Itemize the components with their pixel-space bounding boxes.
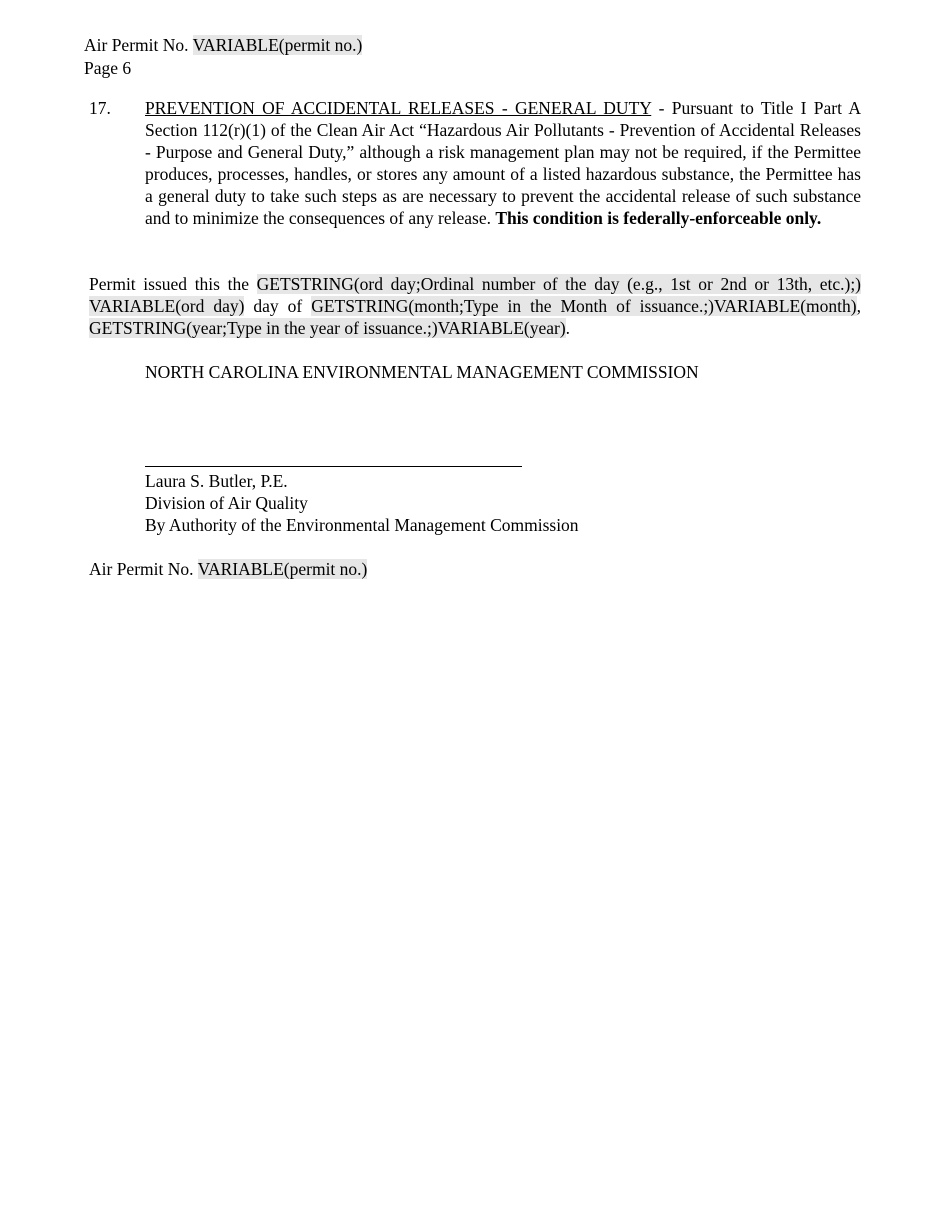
page-header: [84, 34, 362, 80]
issuance-statement: [89, 273, 861, 339]
condition-number: 17.: [89, 98, 111, 118]
year-prompt-field[interactable]: GETSTRING(year;Type in the year of issuance.;): [89, 318, 438, 338]
page-footer: [89, 558, 367, 580]
header-page-number: Page 6: [84, 58, 132, 78]
ord-day-field[interactable]: VARIABLE(ord day): [89, 296, 245, 316]
month-field[interactable]: VARIABLE(month): [714, 296, 857, 316]
header-permit-prefix: Air Permit No.: [84, 35, 193, 55]
condition-body: [145, 97, 861, 229]
signature-line: [145, 466, 522, 467]
footer-permit-field[interactable]: VARIABLE(permit no.): [197, 559, 368, 579]
year-field[interactable]: VARIABLE(year): [437, 318, 566, 338]
issuance-lead: Permit issued this the: [89, 274, 257, 294]
header-permit-field[interactable]: VARIABLE(permit no.): [192, 35, 363, 55]
month-prompt-field[interactable]: GETSTRING(month;Type in the Month of issuance.;): [311, 296, 715, 316]
issuance-period: .: [565, 318, 571, 338]
signer-division: Division of Air Quality: [145, 493, 308, 513]
signer-authority: By Authority of the Environmental Management Commission: [145, 515, 579, 535]
issuance-comma: ,: [856, 296, 861, 316]
issuance-line-2: [89, 295, 861, 317]
signer-block: [145, 470, 579, 536]
issuance-line-1: [89, 273, 861, 295]
issuance-day-of: day of: [244, 296, 312, 316]
ord-day-prompt-field[interactable]: GETSTRING(ord day;Ordinal number of the day (e.g., 1st or 2nd or 13th, etc.);): [256, 274, 862, 294]
condition-federal-note: This condition is federally-enforceable only.: [495, 208, 822, 228]
header-permit-line: [84, 34, 362, 57]
commission-name: NORTH CAROLINA ENVIRONMENTAL MANAGEMENT COMMISSION: [145, 362, 699, 382]
footer-permit-prefix: Air Permit No.: [89, 559, 198, 579]
condition-title: PREVENTION OF ACCIDENTAL RELEASES - GENERAL DUTY: [145, 98, 652, 118]
signer-name: Laura S. Butler, P.E.: [145, 471, 288, 491]
issuance-line-3: [89, 317, 861, 339]
condition-text: - Pursuant to Title I Part A Section 112(r)(1) of the Clean Air Act “Hazardous Air Pollutants - Prevention of Accidental Releases - Purpose and General Duty,” although a risk management plan may not be required, if the Permittee produces, processes, handles, or stores any amount of a listed hazardous substance, the Permittee has a general duty to take such steps as are necessary to prevent the accidental release of such substance and to minimize the consequences of any release.: [145, 98, 861, 228]
